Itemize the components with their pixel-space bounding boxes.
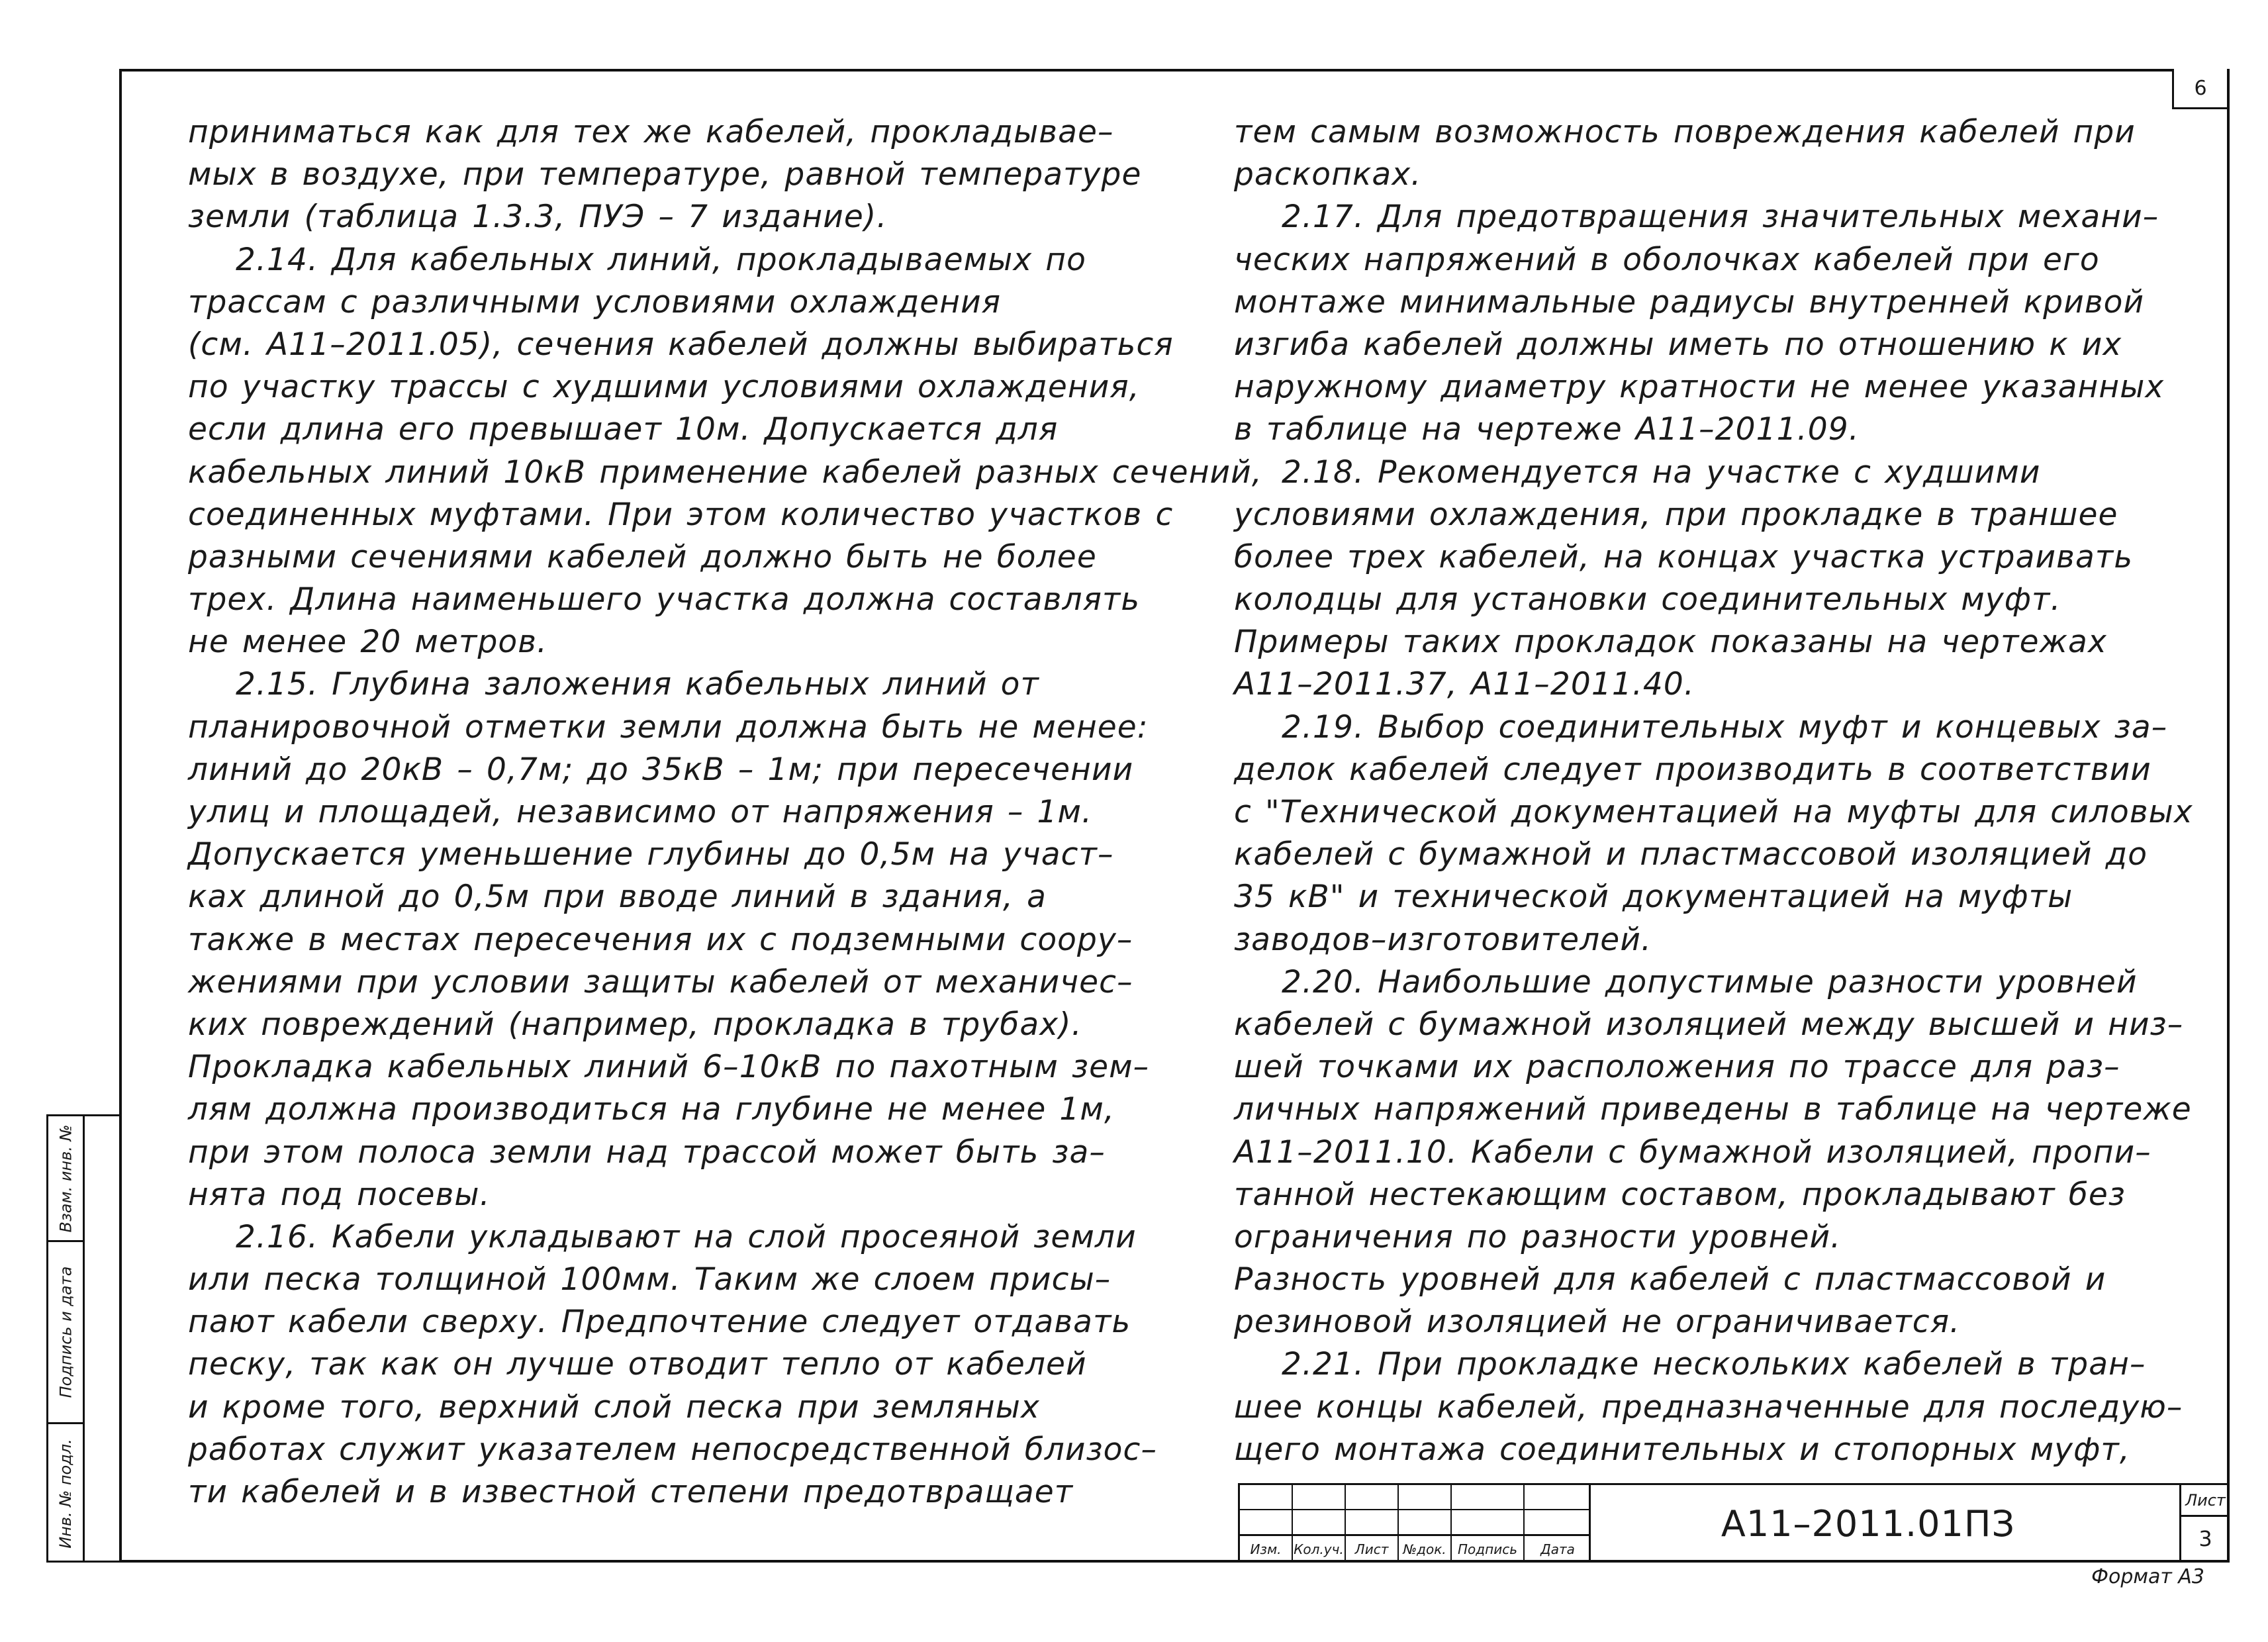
text-line: Допускается уменьшение глубины до 0,5м на участ–	[188, 836, 1114, 873]
text-line: А11–2011.37, А11–2011.40.	[1234, 666, 1695, 703]
text-line: песку, так как он лучше отводит тепло от кабелей	[188, 1346, 1087, 1383]
text-line: раскопках.	[1234, 156, 1422, 193]
text-line: А11–2011.10. Кабели с бумажной изоляцией, пропи–	[1234, 1134, 2151, 1171]
text-line: делок кабелей следует производить в соответствии	[1234, 751, 2151, 788]
text-line: работах служит указателем непосредственной близос–	[188, 1431, 1158, 1468]
text-line: заводов–изготовителей.	[1234, 921, 1652, 958]
text-line: планировочной отметки земли должна быть не менее:	[188, 708, 1149, 746]
text-line: 2.18. Рекомендуется на участке с худшими	[1282, 454, 2041, 491]
text-line: приниматься как для тех же кабелей, прокладывае–	[188, 114, 1114, 150]
text-line: шей точками их расположения по трассе для раз–	[1234, 1049, 2120, 1086]
text-line: ческих напряжений в оболочках кабелей при его	[1234, 241, 2100, 278]
text-line: трассам с различными условиями охлаждения	[188, 283, 1002, 320]
text-line: резиновой изоляцией не ограничивается.	[1234, 1304, 1961, 1341]
text-line: жениями при условии защиты кабелей от механичес–	[188, 963, 1133, 1000]
text-line: разными сечениями кабелей должно быть не более	[188, 538, 1097, 575]
col-list: Лист	[1346, 1535, 1399, 1563]
text-line: Примеры таких прокладок показаны на чертежах	[1234, 624, 2107, 661]
text-line: ограничения по разности уровней.	[1234, 1218, 1842, 1255]
text-line: нята под посевы.	[188, 1176, 491, 1213]
text-line: или песка толщиной 100мм. Таким же слоем присы–	[188, 1261, 1111, 1298]
text-line: Прокладка кабельных линий 6–10кВ по пахотным зем–	[188, 1049, 1150, 1086]
text-line: колодцы для установки соединительных муфт.	[1234, 581, 2061, 618]
text-line: также в местах пересечения их с подземными соору–	[188, 921, 1133, 958]
text-line: земли (таблица 1.3.3, ПУЭ – 7 издание).	[188, 199, 888, 236]
text-line: лям должна производиться на глубине не менее 1м,	[188, 1091, 1115, 1128]
revision-grid	[1240, 1485, 1591, 1563]
corner-page-number: 6	[2172, 69, 2227, 109]
text-line: трех. Длина наименьшего участка должна составлять	[188, 581, 1141, 618]
text-line: кабельных линий 10кВ применение кабелей разных сечений,	[188, 454, 1262, 491]
stamp-cell-inv	[48, 1424, 83, 1563]
document-code: А11–2011.01ПЗ	[1721, 1503, 2016, 1545]
text-line: кабелей с бумажной изоляцией между высшей и низ–	[1234, 1006, 2184, 1043]
text-line: при этом полоса земли над трассой может быть за–	[188, 1134, 1106, 1171]
col-kol-uch: Кол.уч.	[1293, 1535, 1346, 1563]
text-line: соединенных муфтами. При этом количество участков с	[188, 496, 1174, 533]
text-line: 2.14. Для кабельных линий, прокладываемых по	[236, 241, 1086, 278]
col-ndok: №док.	[1399, 1535, 1452, 1563]
text-line: 35 кВ" и технической документацией на муфты	[1234, 879, 2073, 916]
col-izm: Изм.	[1240, 1535, 1293, 1563]
text-line: и кроме того, верхний слой песка при земляных	[188, 1388, 1040, 1425]
text-line: 2.20. Наибольшие допустимые разности уровней	[1282, 963, 2138, 1000]
text-line: 2.21. При прокладке нескольких кабелей в тран–	[1282, 1346, 2146, 1383]
text-line: изгиба кабелей должны иметь по отношению к их	[1234, 326, 2122, 363]
sheet-number: 3	[2198, 1526, 2212, 1551]
text-line: щего монтажа соединительных и стопорных муфт,	[1234, 1431, 2130, 1468]
text-line: мых в воздухе, при температуре, равной температуре	[188, 156, 1142, 193]
text-line: монтаже минимальные радиусы внутренней кривой	[1234, 283, 2145, 320]
sheet-label: Лист	[2181, 1485, 2230, 1517]
text-line: улиц и площадей, независимо от напряжения – 1м.	[188, 794, 1093, 830]
stamp-cell-podpis	[48, 1242, 83, 1424]
drawing-frame	[119, 69, 2230, 1563]
format-label: Формат А3	[2091, 1565, 2204, 1588]
text-line: с "Технической документацией на муфты для силовых	[1234, 794, 2193, 830]
left-text-column	[188, 111, 1262, 1514]
stamp-podpis-label: Подпись и дата	[56, 1266, 75, 1398]
text-line: по участку трассы с худшими условиями охлаждения,	[188, 369, 1140, 406]
text-line: Разность уровней для кабелей с пластмассовой и	[1234, 1261, 2106, 1298]
text-line: не менее 20 метров.	[188, 624, 548, 661]
text-line: личных напряжений приведены в таблице на чертеже	[1234, 1091, 2192, 1128]
col-data: Дата	[1525, 1535, 1591, 1563]
stamp-cell-vzam	[48, 1116, 83, 1242]
text-line: 2.15. Глубина заложения кабельных линий от	[236, 666, 1040, 703]
text-line: ках длиной до 0,5м при вводе линий в здания, а	[188, 879, 1047, 916]
text-line: если длина его превышает 10м. Допускается для	[188, 411, 1059, 448]
title-block	[1238, 1483, 2230, 1563]
text-line: ких повреждений (например, прокладка в трубах).	[188, 1006, 1082, 1043]
text-line: шее концы кабелей, предназначенные для последую–	[1234, 1388, 2183, 1425]
text-line: более трех кабелей, на концах участка устраивать	[1234, 538, 2134, 575]
text-line: наружному диаметру кратности не менее указанных	[1234, 369, 2165, 406]
side-stamp	[46, 1114, 119, 1563]
text-line: кабелей с бумажной и пластмассовой изоляцией до	[1234, 836, 2148, 873]
text-line: в таблице на чертеже А11–2011.09.	[1234, 411, 1860, 448]
text-line: 2.19. Выбор соединительных муфт и концевых за–	[1282, 708, 2168, 746]
text-line: пают кабели сверху. Предпочтение следует отдавать	[188, 1304, 1131, 1341]
sheet-box	[2179, 1485, 2230, 1563]
right-text-column	[1234, 111, 2220, 1471]
text-line: ти кабелей и в известной степени предотвращает	[188, 1474, 1074, 1510]
col-podpis: Подпись	[1452, 1535, 1525, 1563]
text-line: (см. А11–2011.05), сечения кабелей должны выбираться	[188, 326, 1174, 363]
text-line: танной нестекающим составом, прокладывают без	[1234, 1176, 2126, 1213]
stamp-inv-label: Инв. № подл.	[56, 1438, 75, 1549]
text-line: линий до 20кВ – 0,7м; до 35кВ – 1м; при пересечении	[188, 751, 1134, 788]
text-line: тем самым возможность повреждения кабелей при	[1234, 114, 2136, 150]
text-line: условиями охлаждения, при прокладке в траншее	[1234, 496, 2118, 533]
stamp-vzam-label: Взам. инв. №	[56, 1124, 75, 1232]
text-line: 2.16. Кабели укладывают на слой просеяной земли	[236, 1218, 1137, 1255]
text-line: 2.17. Для предотвращения значительных механи–	[1282, 199, 2159, 236]
